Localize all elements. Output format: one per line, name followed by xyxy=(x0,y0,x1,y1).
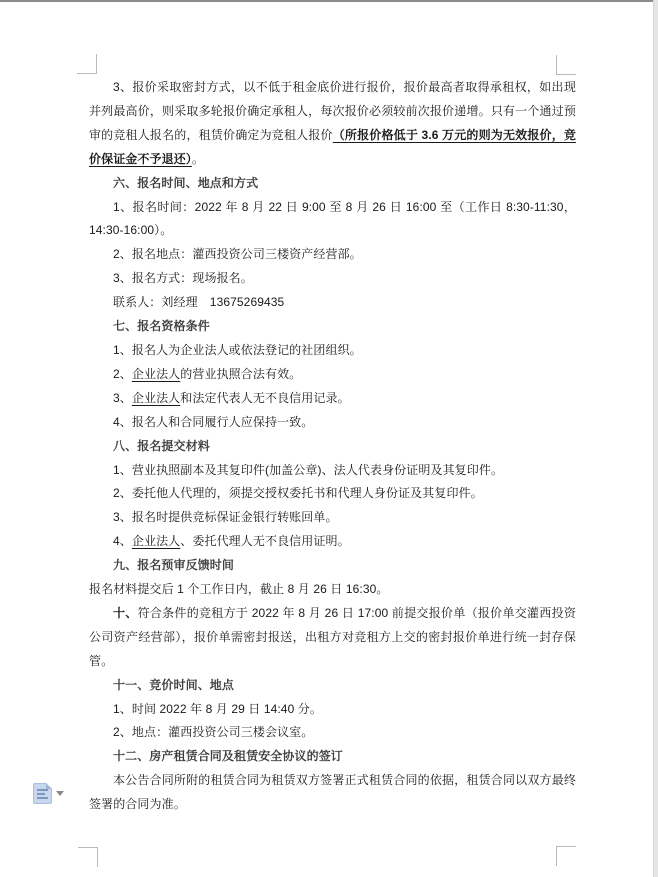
paragraph xyxy=(89,769,576,817)
icon-line xyxy=(37,789,48,791)
text-segment: 企业法人 xyxy=(131,390,181,405)
text-segment: 符合条件的竞租方于 2022 年 8 月 26 日 17:00 前提交报价单（报价单交灌西投资公司资产经营部），报价单需密封报送，出租方对竞租方上交的密封报价单进行统一封存保管。 xyxy=(89,605,576,668)
paragraph xyxy=(89,698,576,722)
text-boundary-mark-top-left xyxy=(77,54,97,74)
text-segment: 七、报名资格条件 xyxy=(113,319,210,334)
section-heading xyxy=(89,554,576,578)
paragraph xyxy=(89,363,576,387)
text-segment: 和法定代表人无不良信用记录。 xyxy=(180,390,350,405)
text-segment: 4、 xyxy=(113,534,132,549)
section-heading xyxy=(89,315,576,339)
text-segment: 3、报价采取密封方式，以不低于租金底价进行报价，报价最高者取得承租权，如出现并列最高价，则采取多轮报价确定承租人，每次报价必须较前次报价递增。只有一个通过预审的竞租人报名的，租赁价确定为竞租人报价 xyxy=(89,80,576,142)
section-heading xyxy=(89,745,576,769)
text-segment: 1、时间 2022 年 8 月 29 日 14:40 分。 xyxy=(113,701,322,716)
text-segment: 九、报名预审反馈时间 xyxy=(113,558,235,573)
section-heading xyxy=(89,674,576,698)
paragraph xyxy=(89,267,576,291)
paragraph xyxy=(89,721,576,745)
paragraph xyxy=(89,243,576,267)
text-segment: 十二、房产租赁合同及租赁安全协议的签订 xyxy=(113,749,343,764)
text-segment: 企业法人 xyxy=(131,366,181,381)
text-segment: （所报价格低于 3.6 万元的则为无效报价，竞价保证金不予退还） xyxy=(89,127,576,166)
text-segment: 报名材料提交后 1 个工作日内，截止 8 月 26 日 16:30。 xyxy=(89,582,389,597)
paste-options-icon[interactable] xyxy=(33,783,52,804)
paragraph xyxy=(89,459,576,483)
text-segment: 3、报名方式：现场报名。 xyxy=(113,271,253,286)
text-segment: 3、 xyxy=(113,390,132,405)
paragraph xyxy=(89,339,576,363)
paragraph xyxy=(89,387,576,411)
text-segment: 、委托代理人无不良信用证明。 xyxy=(180,534,350,549)
page-right-edge xyxy=(653,0,658,877)
document-body xyxy=(89,76,576,817)
text-segment: 4、报名人和合同履行人应保持一致。 xyxy=(113,414,314,429)
page-top-edge xyxy=(0,0,658,2)
text-segment: 1、报名时间：2022 年 8 月 22 日 9:00 至 8 月 26 日 16:00 至（工作日 8:30-11:30，14:30-16:00）。 xyxy=(89,199,576,238)
text-boundary-mark-bottom-right xyxy=(556,846,576,866)
text-segment: 3、报名时提供竞标保证金银行转账回单。 xyxy=(113,510,338,525)
text-segment: 2、地点：灌西投资公司三楼会议室。 xyxy=(113,725,314,740)
text-segment: 1、报名人为企业法人或依法登记的社团组织。 xyxy=(113,342,362,357)
paragraph xyxy=(89,76,576,172)
text-segment: 十、 xyxy=(113,605,138,620)
text-segment: 十一、竞价时间、地点 xyxy=(113,677,235,692)
paragraph xyxy=(89,482,576,506)
paragraph xyxy=(89,506,576,530)
text-boundary-mark-bottom-left xyxy=(78,847,98,867)
paragraph xyxy=(89,530,576,554)
text-segment: 八、报名提交材料 xyxy=(113,438,210,453)
chevron-down-icon[interactable] xyxy=(56,791,64,796)
icon-line xyxy=(37,793,45,795)
text-segment: 的营业执照合法有效。 xyxy=(180,366,302,381)
paragraph xyxy=(89,411,576,435)
text-segment: 2、 xyxy=(113,366,132,381)
text-segment: 2、报名地点：灌西投资公司三楼资产经营部。 xyxy=(113,247,362,262)
text-segment: 2、委托他人代理的，须提交授权委托书和代理人身份证及其复印件。 xyxy=(113,486,483,501)
text-segment: 。 xyxy=(191,151,205,166)
text-segment: 联系人：刘经理 13675269435 xyxy=(113,295,285,310)
paragraph xyxy=(89,602,576,674)
text-segment: 企业法人 xyxy=(131,534,181,549)
text-boundary-mark-top-right xyxy=(556,55,576,75)
paragraph xyxy=(89,291,576,315)
text-segment: 六、报名时间、地点和方式 xyxy=(113,175,259,190)
section-heading xyxy=(89,435,576,459)
text-segment: 本公告合同所附的租赁合同为租赁双方签署正式租赁合同的依据，租赁合同以双方最终签署的合同为准。 xyxy=(89,773,576,812)
text-segment: 1、营业执照副本及其复印件(加盖公章)、法人代表身份证明及其复印件。 xyxy=(113,462,504,477)
paragraph xyxy=(89,196,576,244)
icon-line xyxy=(37,797,48,799)
paragraph xyxy=(89,578,576,602)
paste-options-widget[interactable] xyxy=(33,783,64,804)
section-heading xyxy=(89,172,576,196)
